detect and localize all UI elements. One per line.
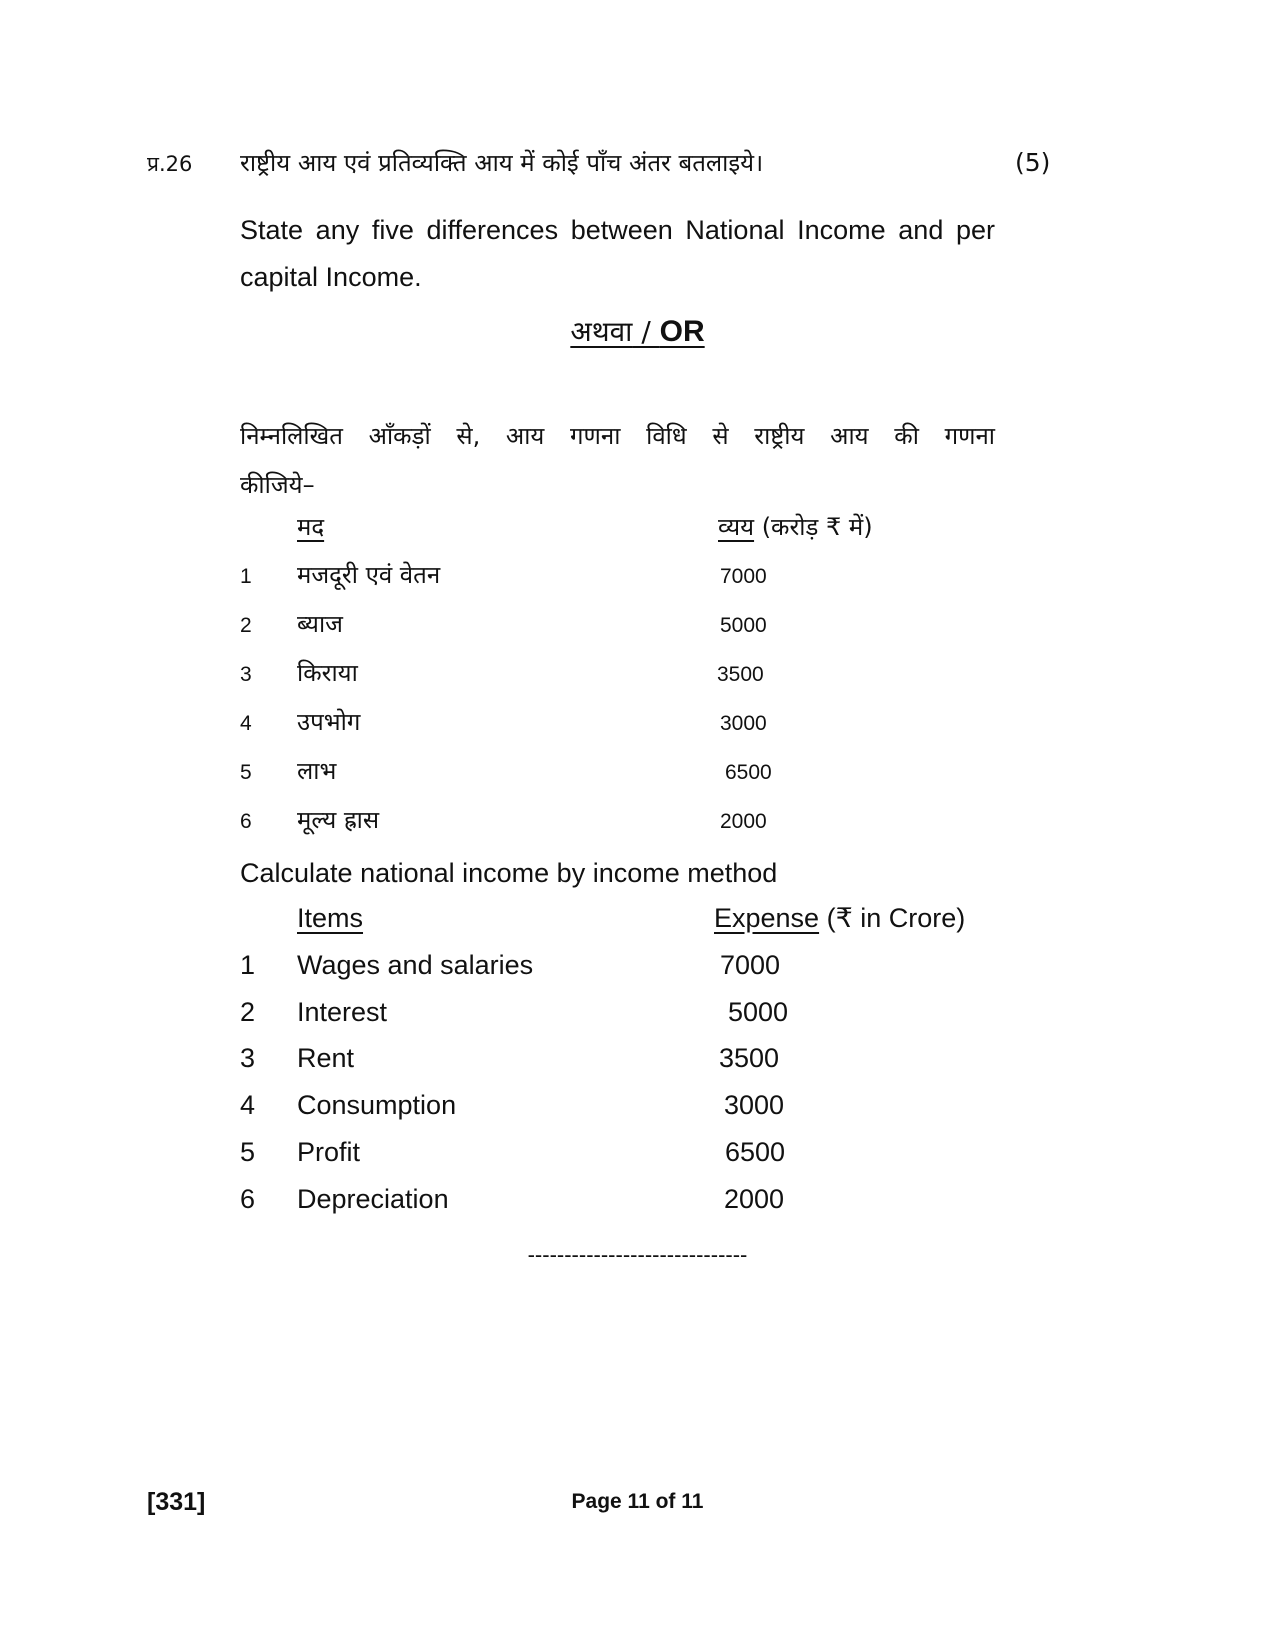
hindi-instruction: निम्नलिखित आँकड़ों से, आय गणना विधि से राष्ट्रीय आय की गणना <box>240 422 995 450</box>
row-item: Wages and salaries <box>297 950 534 980</box>
row-number: 1 <box>240 565 252 588</box>
row-item: ब्याज <box>297 610 343 638</box>
row-number: 4 <box>240 1090 256 1120</box>
row-item: Rent <box>297 1043 355 1073</box>
hindi-instruction-cont: कीजिये– <box>240 471 315 499</box>
row-value: 3500 <box>719 1043 780 1073</box>
row-number: 5 <box>240 1137 256 1167</box>
english-col-unit: (₹ in Crore) <box>819 903 966 933</box>
row-value: 2000 <box>724 1184 785 1214</box>
row-number: 6 <box>240 810 252 833</box>
row-value: 7000 <box>720 950 781 980</box>
hindi-col-unit: (करोड़ ₹ में) <box>754 513 873 541</box>
or-english: OR <box>659 315 705 348</box>
question-number: प्र.26 <box>147 152 193 176</box>
row-value: 3000 <box>724 1090 785 1120</box>
row-number: 6 <box>240 1184 256 1214</box>
or-hindi: अथवा <box>570 315 633 348</box>
row-number: 1 <box>240 950 256 980</box>
row-value: 6500 <box>725 761 772 784</box>
row-item: मूल्य ह्रास <box>297 806 380 834</box>
question-hindi: राष्ट्रीय आय एवं प्रतिव्यक्ति आय में कोई पाँच अंतर बतलाइये। <box>240 149 764 177</box>
row-value: 5000 <box>728 997 789 1027</box>
row-value: 3000 <box>720 712 767 735</box>
question-marks: (5) <box>1015 148 1051 177</box>
row-item: लाभ <box>297 757 337 785</box>
row-item: Consumption <box>297 1090 457 1120</box>
hindi-table-header-value <box>718 510 873 543</box>
paper-code: [331] <box>147 1488 206 1516</box>
end-marker: ------------------------------ <box>527 1242 748 1267</box>
row-value: 2000 <box>720 810 767 833</box>
or-slash: / <box>632 315 660 348</box>
row-number: 2 <box>240 614 252 637</box>
row-item: Depreciation <box>297 1184 449 1214</box>
row-item: Interest <box>297 997 388 1027</box>
row-value: 7000 <box>720 565 767 588</box>
english-instruction: Calculate national income by income method <box>240 858 778 888</box>
row-value: 6500 <box>725 1137 786 1167</box>
or-separator <box>0 312 1275 350</box>
row-item: मजदूरी एवं वेतन <box>297 561 441 589</box>
row-number: 3 <box>240 663 252 686</box>
question-english: State any five differences between National Income and per capital Income. <box>240 215 995 292</box>
english-table-header-value <box>714 903 965 934</box>
row-item: उपभोग <box>297 708 361 736</box>
hindi-table-header-item: मद <box>297 513 325 541</box>
row-number: 4 <box>240 712 252 735</box>
row-value: 5000 <box>720 614 767 637</box>
page-number: Page 11 of 11 <box>571 1490 704 1513</box>
row-item: किराया <box>297 659 358 687</box>
english-col-value: Expense <box>714 903 820 933</box>
row-number: 2 <box>240 997 256 1027</box>
english-table-header-item: Items <box>297 903 364 933</box>
row-number: 3 <box>240 1043 256 1073</box>
row-value: 3500 <box>717 663 764 686</box>
row-item: Profit <box>297 1137 361 1167</box>
row-number: 5 <box>240 761 252 784</box>
hindi-col-value: व्यय <box>718 513 755 541</box>
